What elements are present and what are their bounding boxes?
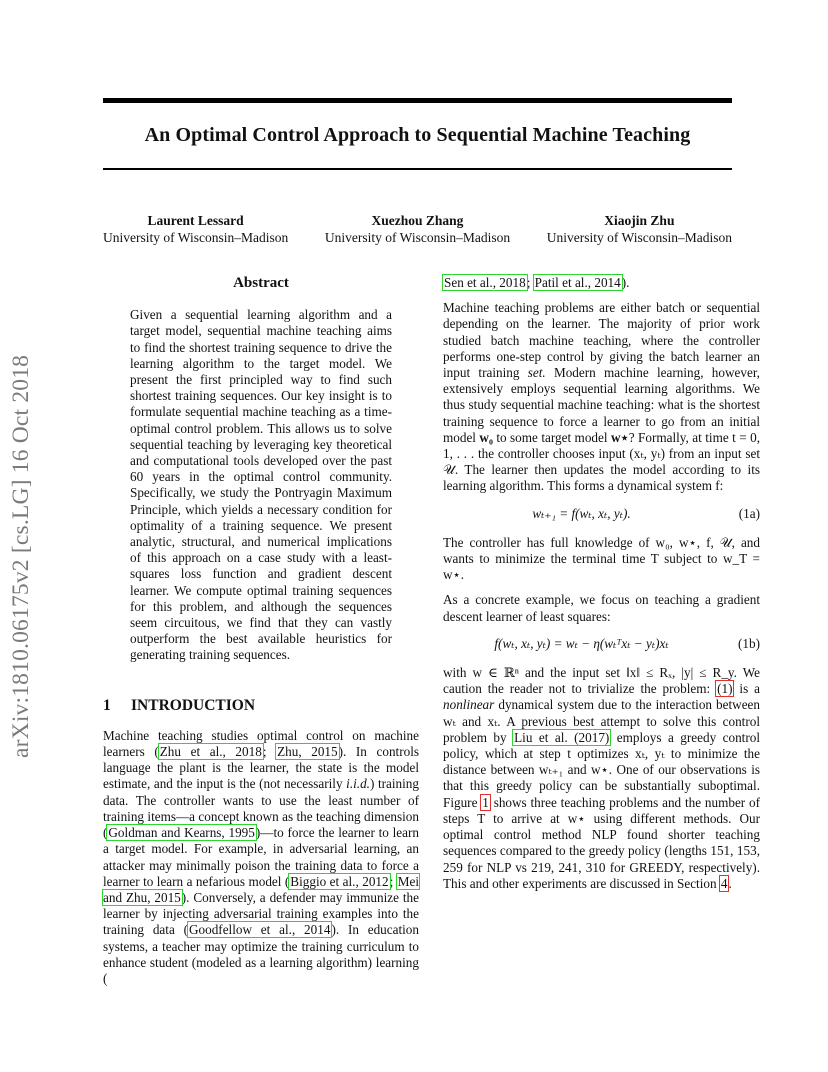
text-run: is a: [733, 681, 760, 697]
citation-link[interactable]: Zhu et al., 2018: [159, 744, 262, 760]
citation-link[interactable]: Goodfellow et al., 2014: [189, 922, 331, 938]
math-symbol: w₀: [479, 429, 493, 445]
text-run: ). In education systems, a teacher may optimize the training curriculum to enhance student (modeled as a learning algorithm) learning (: [103, 922, 419, 986]
author-name: Laurent Lessard: [147, 213, 244, 228]
left-column: [103, 273, 419, 996]
emphasis: set.: [527, 365, 546, 381]
text-run: ;: [262, 744, 277, 760]
citation-link[interactable]: Liu et al. (2017): [514, 729, 610, 745]
text-run: dynamical system due to the interaction between wₜ and xₜ. A previous best attempt to solve this control problem by: [443, 697, 760, 745]
author-name: Xiaojin Zhu: [604, 213, 675, 228]
emphasis: i.i.d.: [346, 776, 370, 792]
text-run: ) training data. The controller wants to use the least number of training items—a concept known as the teaching dimension (: [103, 776, 419, 841]
equation-body: f(wₜ, xₜ, yₜ) = wₜ − η(wₜᵀxₜ − yₜ)xₜ: [494, 635, 669, 651]
text-run: to some target model: [492, 429, 611, 445]
author-2: [325, 212, 510, 246]
equation-1b: [443, 636, 760, 652]
text-run: ;: [526, 275, 534, 290]
section-ref-link[interactable]: 4: [720, 875, 728, 891]
section-number: 1: [103, 696, 111, 714]
text-run: ). In controls language the plant is the learner, the state is the model estimate, and the input is the (not necessarily: [103, 744, 419, 792]
text-run: ).: [621, 275, 630, 290]
citation-link[interactable]: Patil et al., 2014: [534, 275, 621, 290]
text-run: )—to force the learner to learn a target model. For example, in adversarial learning, an attacker may minimally poison the training data to force a learner to learn a nefarious model (: [103, 825, 419, 889]
citation-link[interactable]: Goldman and Kearns, 1995: [108, 825, 255, 841]
author-affiliation: University of Wisconsin–Madison: [546, 230, 732, 245]
math-symbol: w⋆: [610, 429, 629, 445]
citation-link[interactable]: Zhu, 2015: [277, 744, 338, 760]
author-1: [103, 212, 288, 246]
text-run: ;: [389, 873, 397, 889]
author-block: [103, 212, 732, 246]
text-run: with w ∈ ℝⁿ and the input set ‖x‖ ≤ Rₓ, |y| ≤ R_y. We caution the reader not to trivialize the problem:: [443, 665, 760, 697]
equation-1a: [443, 506, 760, 522]
intro-paragraph-4: As a concrete example, we focus on teaching a gradient descent learner of least squares:: [443, 592, 760, 624]
text-run: Machine teaching studies optimal control on machine learners (: [103, 727, 419, 760]
title-bottom-rule: [103, 168, 732, 170]
text-run: employs a greedy control policy, which at step t optimizes xₜ, yₜ to minimize the distance between wₜ₊₁ and w⋆. One of our observations is that this greedy policy can be substantially suboptimal. Figure: [443, 729, 760, 810]
intro-paragraph-5: [443, 665, 760, 892]
abstract-text: Given a sequential learning algorithm and a target model, sequential machine teaching aims to find the shortest training sequence to drive the learning algorithm to the target model. We present the first principled way to find such shortest training sequences. Our key insight is to formulate sequential machine teaching as a time-optimal control problem. This allows us to solve sequential teaching by leveraging key theoretical and computational tools developed over the past 60 years in the optimal control community. Specifically, we study the Pontryagin Maximum Principle, which yields a necessary condition for optimality of a training sequence. We present analytic, structural, and numerical implications of this approach on a case study with a least-squares loss function and gradient descent learner. We compute optimal training sequences for this problem, and although the sequences seem circuitous, we find that they can vastly outperform the best available heuristics for generating training sequences.: [130, 307, 392, 663]
text-run: ). Conversely, a defender may immunize the learner by injecting adversarial training examples into the training data (: [103, 889, 419, 938]
intro-paragraph-1-continued: [443, 275, 760, 291]
equation-ref-link[interactable]: (1): [717, 681, 733, 697]
author-3: [547, 212, 732, 246]
section-title: INTRODUCTION: [131, 696, 256, 714]
intro-paragraph-1: [103, 728, 419, 987]
citation-link[interactable]: Sen et al., 2018: [444, 275, 526, 290]
intro-paragraph-2: [443, 300, 760, 494]
text-run: Modern machine learning, however, extensively employs sequential learning algorithms. We thus study sequential machine teaching: what is the shortest training sequence to force a learner to go from an initial model: [443, 365, 760, 445]
text-run: shows three teaching problems and the number of steps T to arrive at w⋆ using different methods. Our optimal control method NLP found shorter teaching sequences compared to the greedy policy (lengths 151, 153, 259 for NLP vs 219, 241, 310 for GREEDY, respectively). This and other experiments are discussed in Section: [443, 794, 760, 891]
text-run: ? Formally, at time t = 0, 1, . . . the controller chooses input (xₜ, yₜ) from an input set 𝒰. The learner then updates the model according to its learning algorithm. This forms a dynamical system f:: [443, 429, 761, 494]
author-name: Xuezhou Zhang: [371, 213, 464, 228]
emphasis: nonlinear: [443, 697, 495, 713]
abstract-heading: Abstract: [233, 275, 289, 291]
citation-link[interactable]: Mei and Zhu, 2015: [103, 873, 419, 905]
intro-paragraph-3: The controller has full knowledge of w₀, w⋆, f, 𝒰, and wants to minimize the terminal time T subject to w_T = w⋆.: [443, 534, 760, 583]
paper-title: An Optimal Control Approach to Sequential Machine Teaching: [144, 124, 691, 146]
text-run: .: [728, 875, 732, 891]
citation-link[interactable]: Biggio et al., 2012: [290, 873, 389, 889]
equation-label: (1b): [738, 635, 760, 651]
author-affiliation: University of Wisconsin–Madison: [324, 230, 511, 245]
text-run: Machine teaching problems are either batch or sequential depending on the learner. The majority of prior work studied batch machine teaching, where the controller performs one-step control by giving the batch learner an input training: [443, 300, 760, 381]
arxiv-stamp: arXiv:1810.06175v2 [cs.LG] 16 Oct 2018: [8, 354, 34, 758]
equation-label: (1a): [738, 505, 760, 521]
section-heading: [103, 698, 419, 714]
figure-ref-link[interactable]: 1: [482, 794, 489, 810]
author-affiliation: University of Wisconsin–Madison: [103, 230, 289, 245]
right-column: [443, 275, 760, 901]
top-rule: [103, 98, 732, 103]
equation-body: wₜ₊₁ = f(wₜ, xₜ, yₜ).: [532, 505, 631, 521]
